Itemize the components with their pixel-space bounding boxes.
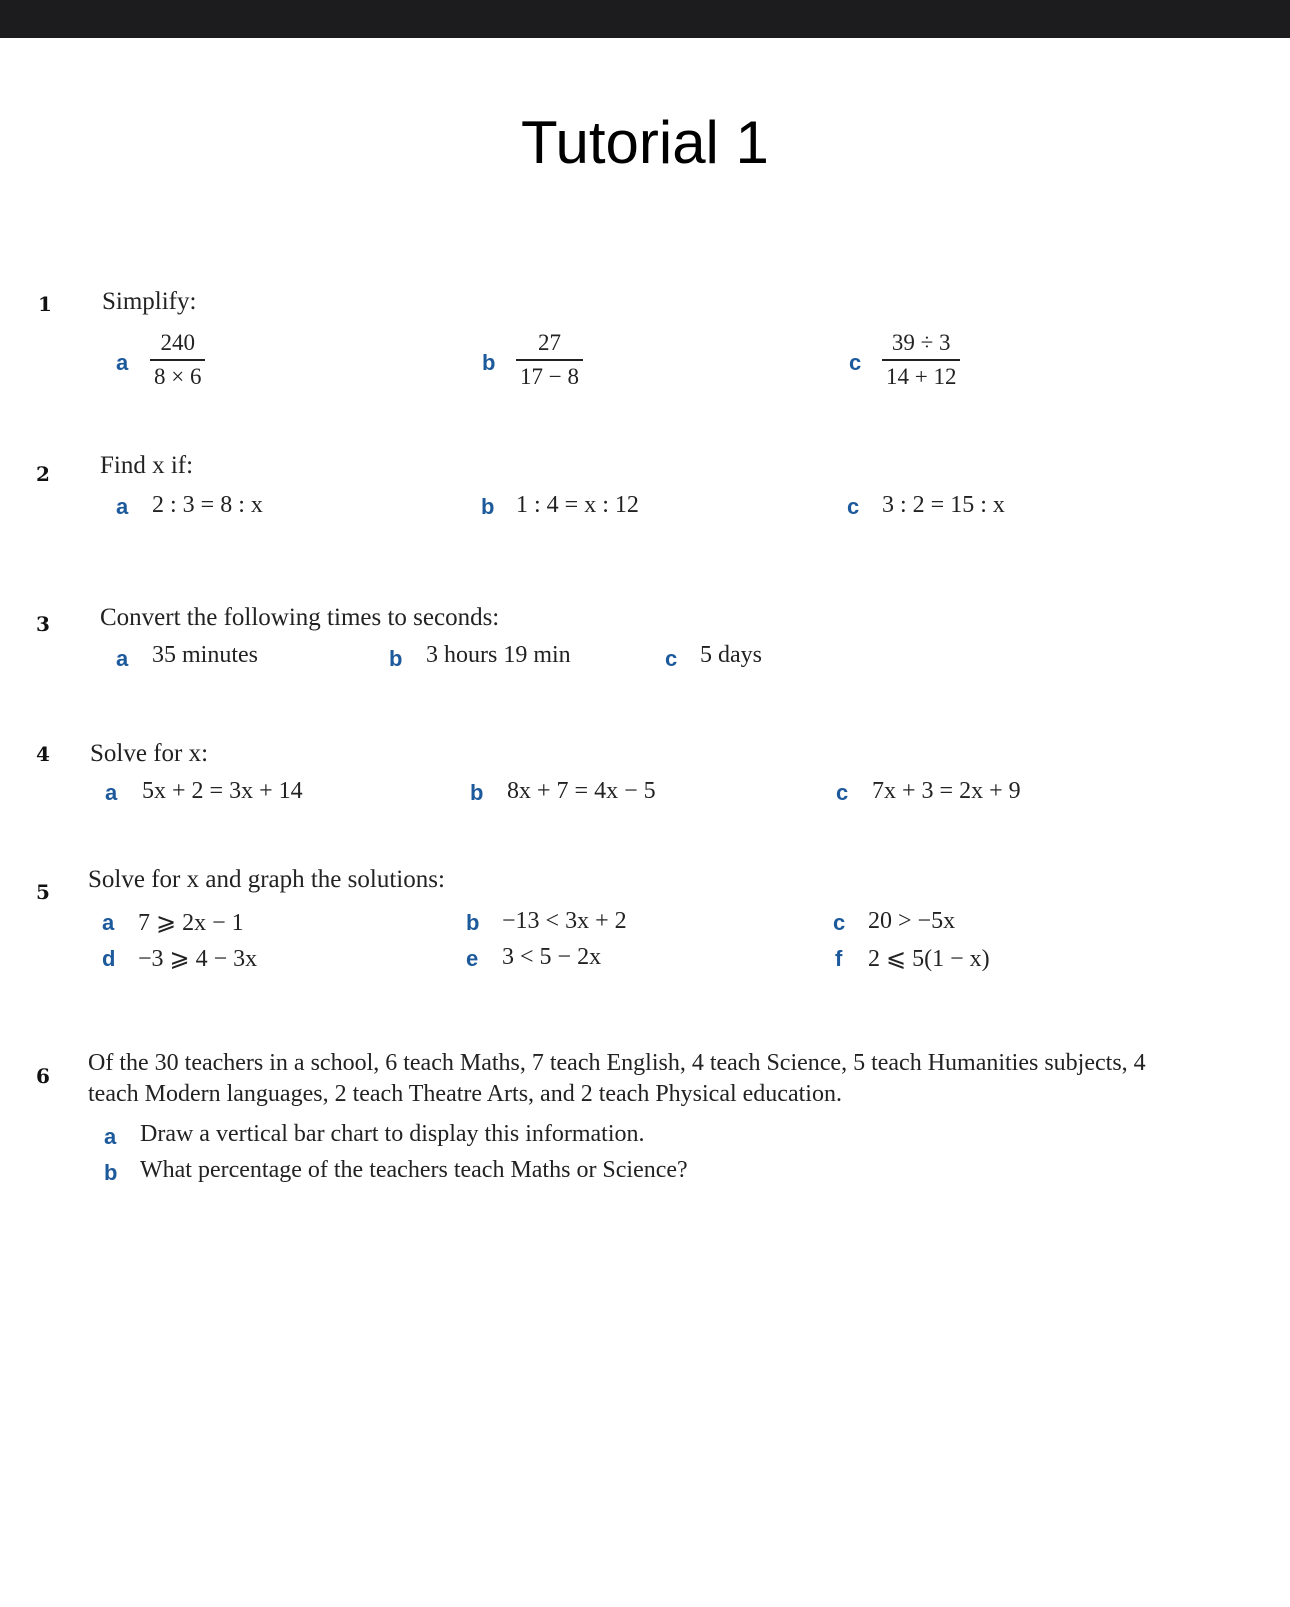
question-4a-label: a bbox=[105, 780, 118, 805]
question-5d-label: d bbox=[102, 946, 116, 971]
question-4-number: 4 bbox=[36, 742, 50, 766]
question-2c-label: c bbox=[847, 494, 860, 519]
question-3a-label: a bbox=[116, 646, 129, 671]
question-1a-denominator: 8 × 6 bbox=[150, 359, 205, 390]
question-2c-expression: 3 : 2 = 15 : x bbox=[882, 492, 1005, 518]
question-5d-expression: −3 ⩾ 4 − 3x bbox=[138, 946, 258, 972]
question-4c-label: c bbox=[836, 780, 849, 805]
question-1b-numerator: 27 bbox=[537, 330, 561, 355]
question-5f-expression: 2 ⩽ 5(1 − x) bbox=[868, 946, 990, 972]
question-2a-label: a bbox=[116, 494, 129, 519]
question-5f-label: f bbox=[835, 946, 843, 971]
question-4b-expression: 8x + 7 = 4x − 5 bbox=[507, 778, 656, 804]
question-3-number: 3 bbox=[36, 612, 50, 636]
question-2-number: 2 bbox=[36, 462, 50, 486]
question-3-prompt: Convert the following times to seconds: bbox=[100, 604, 500, 631]
question-3b-expression: 3 hours 19 min bbox=[426, 642, 571, 668]
question-5e-label: e bbox=[466, 946, 479, 971]
question-1b-label: b bbox=[482, 350, 496, 375]
question-1c-denominator: 14 + 12 bbox=[882, 359, 960, 390]
question-2b-expression: 1 : 4 = x : 12 bbox=[516, 492, 639, 518]
question-6-number: 6 bbox=[36, 1064, 50, 1088]
question-2a-expression: 2 : 3 = 8 : x bbox=[152, 492, 263, 518]
question-5b-label: b bbox=[466, 910, 480, 935]
question-4c-expression: 7x + 3 = 2x + 9 bbox=[872, 778, 1021, 804]
question-4b-label: b bbox=[470, 780, 484, 805]
question-5c-expression: 20 > −5x bbox=[868, 908, 956, 934]
question-1a-numerator: 240 bbox=[160, 330, 195, 355]
question-4a-expression: 5x + 2 = 3x + 14 bbox=[142, 778, 303, 804]
question-3c-expression: 5 days bbox=[700, 642, 762, 668]
question-5a-expression: 7 ⩾ 2x − 1 bbox=[138, 910, 244, 936]
question-1b-fraction bbox=[516, 330, 583, 390]
question-5-prompt: Solve for x and graph the solutions: bbox=[88, 866, 445, 893]
question-1-number: 1 bbox=[38, 292, 52, 316]
question-6a-text: Draw a vertical bar chart to display this information. bbox=[140, 1121, 645, 1147]
question-6a-label: a bbox=[104, 1124, 117, 1149]
question-3a-expression: 35 minutes bbox=[152, 642, 258, 668]
question-4-prompt: Solve for x: bbox=[90, 740, 209, 767]
question-6-text: Of the 30 teachers in a school, 6 teach Maths, 7 teach English, 4 teach Science, 5 teach Humanities subjects, 4 teach Modern languages, 2 teach Theatre Arts, and 2 teach Physical education. bbox=[88, 1050, 1146, 1107]
question-1c-numerator: 39 ÷ 3 bbox=[891, 330, 951, 355]
question-1c-fraction bbox=[882, 330, 960, 390]
question-5-number: 5 bbox=[36, 880, 50, 904]
question-1a-fraction bbox=[150, 330, 205, 390]
question-2-prompt: Find x if: bbox=[100, 452, 194, 479]
top-bar bbox=[0, 0, 1290, 38]
question-6b-label: b bbox=[104, 1160, 118, 1185]
question-6b-text: What percentage of the teachers teach Maths or Science? bbox=[140, 1157, 688, 1183]
question-1a-label: a bbox=[116, 350, 129, 375]
question-5a-label: a bbox=[102, 910, 115, 935]
question-1-prompt: Simplify: bbox=[102, 288, 197, 315]
page-title: Tutorial 1 bbox=[521, 109, 769, 176]
question-5c-label: c bbox=[833, 910, 846, 935]
question-5b-expression: −13 < 3x + 2 bbox=[502, 908, 627, 934]
question-5e-expression: 3 < 5 − 2x bbox=[502, 944, 602, 970]
question-1b-denominator: 17 − 8 bbox=[516, 359, 583, 390]
question-3c-label: c bbox=[665, 646, 678, 671]
question-1c-label: c bbox=[849, 350, 862, 375]
question-3b-label: b bbox=[389, 646, 403, 671]
question-2b-label: b bbox=[481, 494, 495, 519]
